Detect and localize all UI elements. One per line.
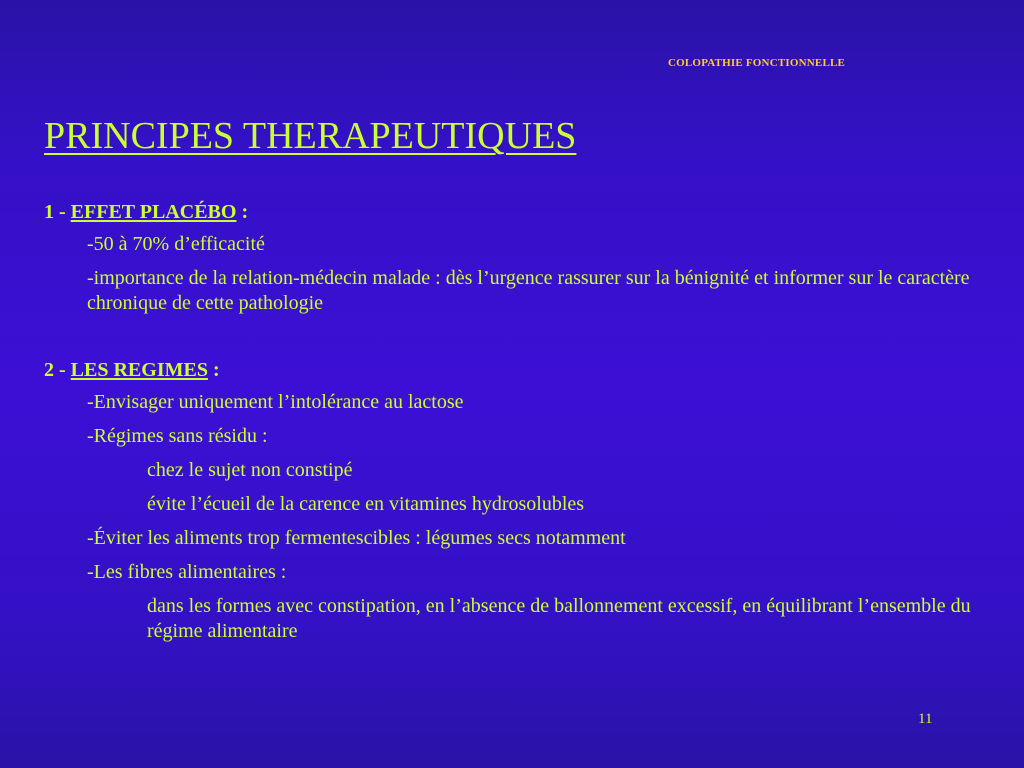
list-item: -Envisager uniquement l’intolérance au lactose [87,391,464,413]
list-item: -importance de la relation-médecin malade : dès l’urgence rassurer sur la bénignité et informer sur le caractère chronique de cette pathologie [87,267,970,314]
section-separator: - [59,359,66,381]
sub-list-item: dans les formes avec constipation, en l’absence de ballonnement excessif, en équilibrant l’ensemble du régime alimentaire [147,595,971,642]
slide-title: PRINCIPES THERAPEUTIQUES [44,115,577,157]
section-number: 1 [44,201,54,223]
list-item: -Régimes sans résidu : [87,425,268,447]
section-colon: : [212,359,220,381]
slide-header-topic: COLOPATHIE FONCTIONNELLE [668,57,846,69]
sub-list-item: chez le sujet non constipé [147,459,353,481]
section-label: LES REGIMES [70,359,208,381]
section-colon: : [241,201,249,223]
section-label: EFFET PLACÉBO [70,201,237,223]
section-separator: - [59,201,66,223]
section-spacer [44,325,984,358]
section-heading-regimes [44,358,984,383]
section-heading-placebo [44,200,984,225]
sub-list-item: évite l’écueil de la carence en vitamines hydrosolubles [147,493,585,515]
page-number: 11 [918,711,933,727]
list-item: -Éviter les aliments trop fermentescibles : légumes secs notamment [87,527,626,549]
section-number: 2 [44,359,54,381]
list-item: -50 à 70% d’efficacité [87,233,265,255]
list-item: -Les fibres alimentaires : [87,561,287,583]
slide-content [44,200,984,653]
